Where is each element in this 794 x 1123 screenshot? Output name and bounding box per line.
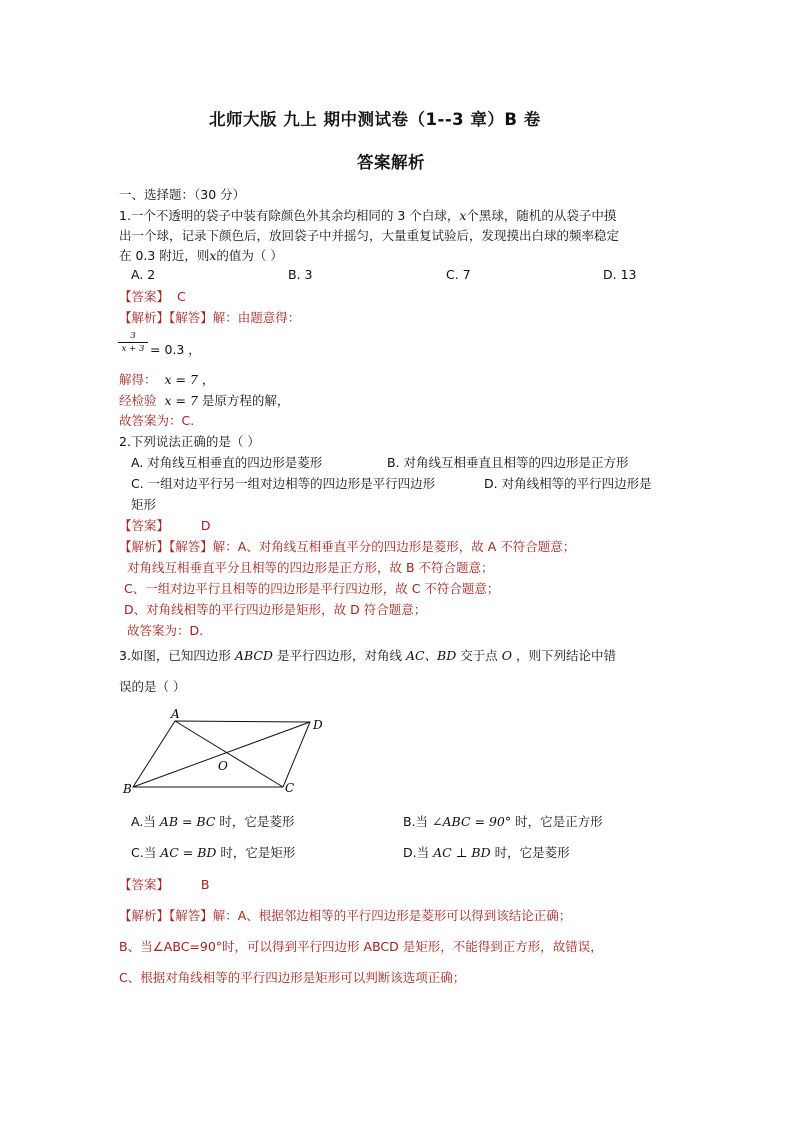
- q1-fraction-rhs: = 0.3 ，: [150, 342, 201, 357]
- q2-answer: 【答案】 D: [119, 518, 211, 533]
- diagonal-ac: [175, 721, 283, 787]
- q1-answer: 【答案】 C: [119, 289, 186, 304]
- q1-solve-line1: 解得： x = 7 ，: [119, 372, 215, 387]
- q1-stem-line1: 1.一个不透明的袋子中装有除颜色外其余均相同的 3 个白球，x个黑球，随机的从袋子中摸: [119, 208, 617, 223]
- section-heading: 一、选择题：（30 分）: [119, 187, 246, 202]
- q2-option-a: A. 对角线互相垂直的四边形是菱形: [131, 455, 323, 470]
- q2-conclusion: 故答案为：D.: [127, 623, 204, 638]
- q3-analysis-line3: C、根据对角线相等的平行四边形是矩形可以判断该选项正确；: [119, 970, 466, 985]
- q2-stem: 2.下列说法正确的是（ ）: [119, 434, 260, 449]
- diagonal-bd: [133, 722, 310, 787]
- q1-conclusion: 故答案为：C.: [119, 413, 195, 428]
- q3-analysis-line1: 【解析】【解答】解：A、根据邻边相等的平行四边形是菱形可以得到该结论正确；: [119, 908, 572, 923]
- document-title: 北师大版 九上 期中测试卷（1--3 章）B 卷: [209, 110, 541, 129]
- q1-analysis: 【解析】【解答】解：由题意得：: [119, 310, 301, 325]
- q3-option-d: D.当 AC ⊥ BD 时，它是菱形: [403, 845, 570, 860]
- q1-stem-line2: 出一个球，记录下颜色后，放回袋子中并摇匀，大量重复试验后，发现摸出白球的频率稳定: [119, 228, 620, 243]
- center-label-o: O: [218, 759, 228, 773]
- q2-option-d: D. 对角线相等的平行四边形是: [484, 476, 652, 491]
- q1-option-c: C. 7: [446, 267, 471, 282]
- q1-option-a: A. 2: [131, 267, 156, 282]
- q1-fraction: 3 x + 3: [118, 331, 148, 354]
- q2-option-c: C. 一组对边平行另一组对边相等的四边形是平行四边形: [131, 476, 436, 491]
- q2-analysis-line2: 对角线互相垂直平分且相等的四边形是正方形，故 B 不符合题意；: [127, 560, 494, 575]
- q2-option-b: B. 对角线互相垂直且相等的四边形是正方形: [387, 455, 629, 470]
- q3-analysis-line2: B、当∠ABC=90°时，可以得到平行四边形 ABCD 是矩形，不能得到正方形，故错误，: [119, 939, 603, 954]
- document-subtitle: 答案解析: [357, 153, 425, 172]
- q3-stem-line1: 3.如图，已知四边形 ABCD 是平行四边形，对角线 AC、BD 交于点 O ，则下列结论中错: [119, 648, 616, 663]
- vertex-label-c: C: [285, 781, 295, 795]
- vertex-label-b: B: [123, 782, 132, 796]
- q1-solve-line2: 经检验 x = 7 是原方程的解，: [119, 393, 290, 408]
- q1-stem-line3: 在 0.3 附近，则x的值为（ ）: [119, 248, 283, 263]
- q3-option-c: C.当 AC = BD 时，它是矩形: [131, 845, 296, 860]
- q3-option-b: B.当 ∠ABC = 90° 时，它是正方形: [403, 814, 603, 829]
- vertex-label-d: D: [313, 718, 323, 732]
- parallelogram-figure: [115, 702, 345, 802]
- vertex-label-a: A: [171, 707, 180, 721]
- q1-option-b: B. 3: [288, 267, 313, 282]
- q2-analysis-line4: D、对角线相等的平行四边形是矩形，故 D 符合题意；: [124, 602, 427, 617]
- q3-stem-line2: 误的是（ ）: [119, 679, 186, 694]
- q2-analysis-line3: C、一组对边平行且相等的四边形是平行四边形，故 C 不符合题意；: [124, 581, 500, 596]
- q2-option-d-cont: 矩形: [131, 497, 157, 512]
- q2-analysis-line1: 【解析】【解答】解：A、对角线互相垂直平分的四边形是菱形，故 A 不符合题意；: [119, 539, 576, 554]
- q1-option-d: D. 13: [603, 267, 637, 282]
- q3-option-a: A.当 AB = BC 时，它是菱形: [131, 814, 295, 829]
- q3-answer: 【答案】 B: [119, 877, 210, 892]
